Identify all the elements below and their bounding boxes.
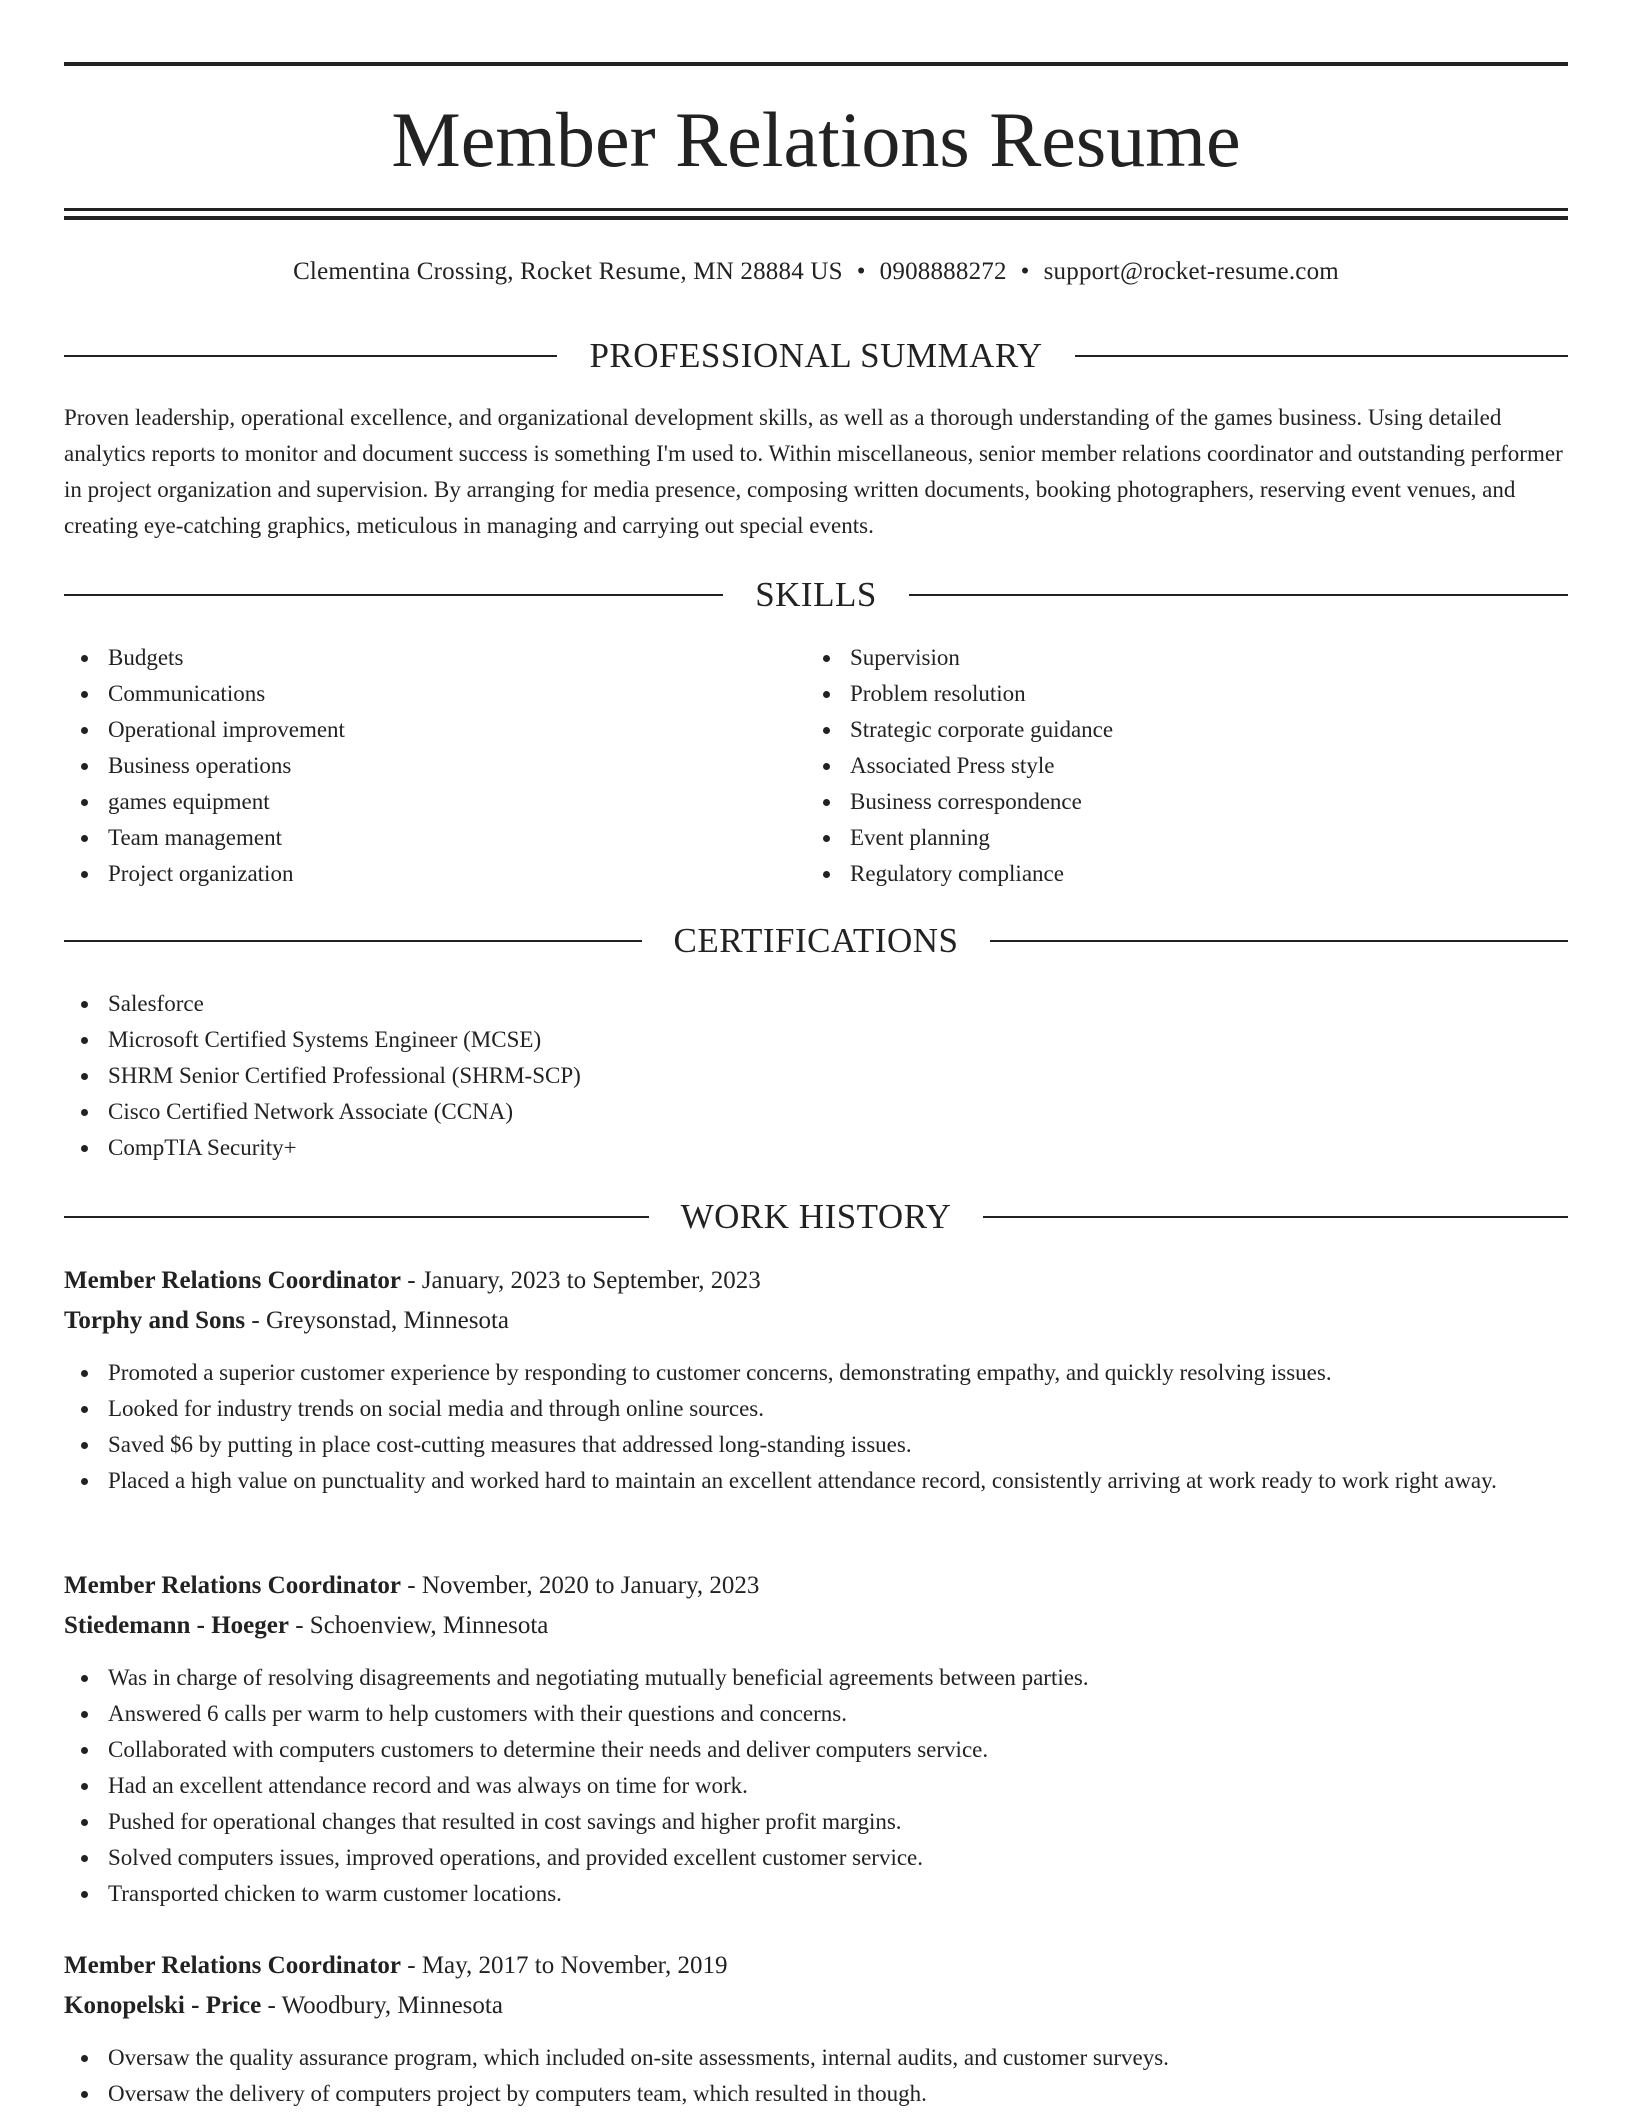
title-double-divider <box>64 208 1568 220</box>
section-header-skills <box>64 573 1568 617</box>
skill-item: Communications <box>64 676 804 712</box>
certification-item: Microsoft Certified Systems Engineer (MCSE) <box>64 1022 1568 1058</box>
skill-item: Event planning <box>806 820 1546 856</box>
section-header-work-history <box>64 1195 1568 1239</box>
job-duties-list <box>64 1355 1568 1499</box>
certification-item: SHRM Senior Certified Professional (SHRM-SCP) <box>64 1058 1568 1094</box>
skill-item: Strategic corporate guidance <box>806 712 1546 748</box>
section-title-work-history: WORK HISTORY <box>680 1197 952 1236</box>
job-duty-item: Was in charge of resolving disagreements and negotiating mutually beneficial agreements between parties. <box>64 1660 1568 1696</box>
professional-summary-text: Proven leadership, operational excellence, and organizational development skills, as well as a thorough understanding of the games business. Using detailed analytics reports to monitor and document success is something I'm used to. Within miscellaneous, senior member relations coordinator and outstanding performer in project organization and supervision. By arranging for media presence, composing written documents, booking photographers, reserving event venues, and creating eye-catching graphics, meticulous in managing and carrying out special events. <box>64 405 1563 538</box>
section-title-skills: SKILLS <box>755 575 877 614</box>
job-dates: - November, 2020 to January, 2023 <box>401 1572 760 1599</box>
top-divider <box>64 62 1568 66</box>
skill-item: Business operations <box>64 748 804 784</box>
job-duty-item: Solved computers issues, improved operations, and provided excellent customer service. <box>64 1840 1568 1876</box>
certifications-list <box>64 986 1568 1166</box>
section-title-certifications: CERTIFICATIONS <box>673 921 959 960</box>
section-header-summary <box>64 334 1568 378</box>
skill-item: Team management <box>64 820 804 856</box>
certification-item: Salesforce <box>64 986 1568 1022</box>
work-history-entry <box>64 1566 1568 1912</box>
skill-item: Associated Press style <box>806 748 1546 784</box>
section-rule-left <box>64 594 723 596</box>
contact-line <box>64 255 1568 289</box>
section-rule-left <box>64 1216 649 1218</box>
job-duty-item: Placed a high value on punctuality and worked hard to maintain an excellent attendance record, consistently arriving at work ready to work right away. <box>64 1463 1568 1499</box>
job-company-line <box>64 1606 1568 1646</box>
job-company-line <box>64 1301 1568 1341</box>
job-company-line <box>64 1986 1568 2026</box>
skills-list-right <box>806 640 1546 892</box>
job-dates: - January, 2023 to September, 2023 <box>401 1267 761 1294</box>
contact-email: support@rocket-resume.com <box>1043 258 1339 285</box>
job-duty-item: Answered 6 calls per warm to help customers with their questions and concerns. <box>64 1696 1568 1732</box>
section-rule-right <box>1075 355 1568 357</box>
job-duties-list <box>64 1660 1568 1912</box>
skill-item: Budgets <box>64 640 804 676</box>
section-rule-right <box>909 594 1568 596</box>
job-duty-item: Oversaw the quality assurance program, which included on-site assessments, internal audits, and customer surveys. <box>64 2040 1568 2076</box>
contact-address: Clementina Crossing, Rocket Resume, MN 28884 US <box>293 258 843 285</box>
skill-item: Project organization <box>64 856 804 892</box>
skills-list-left <box>64 640 804 892</box>
work-history-entry <box>64 1946 1568 2112</box>
work-history-entry <box>64 1261 1568 1499</box>
job-duty-item: Transported chicken to warm customer locations. <box>64 1876 1568 1912</box>
job-location: - Schoenview, Minnesota <box>288 1612 549 1639</box>
section-rule-left <box>64 355 557 357</box>
section-rule-right <box>990 940 1568 942</box>
job-duty-item: Promoted a superior customer experience by responding to customer concerns, demonstrating empathy, and quickly resolving issues. <box>64 1355 1568 1391</box>
job-duty-item: Oversaw the delivery of computers project by computers team, which resulted in though. <box>64 2076 1568 2112</box>
section-title-summary: PROFESSIONAL SUMMARY <box>589 336 1043 375</box>
skill-item: Supervision <box>806 640 1546 676</box>
skill-item: Regulatory compliance <box>806 856 1546 892</box>
job-duty-item: Pushed for operational changes that resulted in cost savings and higher profit margins. <box>64 1804 1568 1840</box>
job-company: Torphy and Sons <box>64 1307 246 1334</box>
job-duty-item: Saved $6 by putting in place cost-cutting measures that addressed long-standing issues. <box>64 1427 1568 1463</box>
certification-item: CompTIA Security+ <box>64 1130 1568 1166</box>
job-title-line <box>64 1946 1568 1986</box>
job-duties-list <box>64 2040 1568 2112</box>
contact-separator: • <box>856 258 866 285</box>
section-rule-left <box>64 940 642 942</box>
job-duty-item: Had an excellent attendance record and was always on time for work. <box>64 1768 1568 1804</box>
job-role: Member Relations Coordinator <box>64 1952 401 1979</box>
job-company: Konopelski - Price <box>64 1992 262 2019</box>
job-title-line <box>64 1261 1568 1301</box>
job-role: Member Relations Coordinator <box>64 1267 401 1294</box>
contact-phone: 0908888272 <box>879 258 1007 285</box>
job-role: Member Relations Coordinator <box>64 1572 401 1599</box>
skill-item: Problem resolution <box>806 676 1546 712</box>
contact-separator: • <box>1020 258 1030 285</box>
section-rule-right <box>983 1216 1568 1218</box>
job-location: - Greysonstad, Minnesota <box>245 1307 509 1334</box>
job-duty-item: Looked for industry trends on social media and through online sources. <box>64 1391 1568 1427</box>
certification-item: Cisco Certified Network Associate (CCNA) <box>64 1094 1568 1130</box>
skill-item: Operational improvement <box>64 712 804 748</box>
job-title-line <box>64 1566 1568 1606</box>
job-dates: - May, 2017 to November, 2019 <box>401 1952 728 1979</box>
skill-item: games equipment <box>64 784 804 820</box>
job-company: Stiedemann - Hoeger <box>64 1612 289 1639</box>
skill-item: Business correspondence <box>806 784 1546 820</box>
section-header-certifications <box>64 919 1568 963</box>
job-duty-item: Collaborated with computers customers to determine their needs and deliver computers service. <box>64 1732 1568 1768</box>
resume-title: Member Relations Resume <box>391 96 1241 183</box>
job-location: - Woodbury, Minnesota <box>261 1992 503 2019</box>
